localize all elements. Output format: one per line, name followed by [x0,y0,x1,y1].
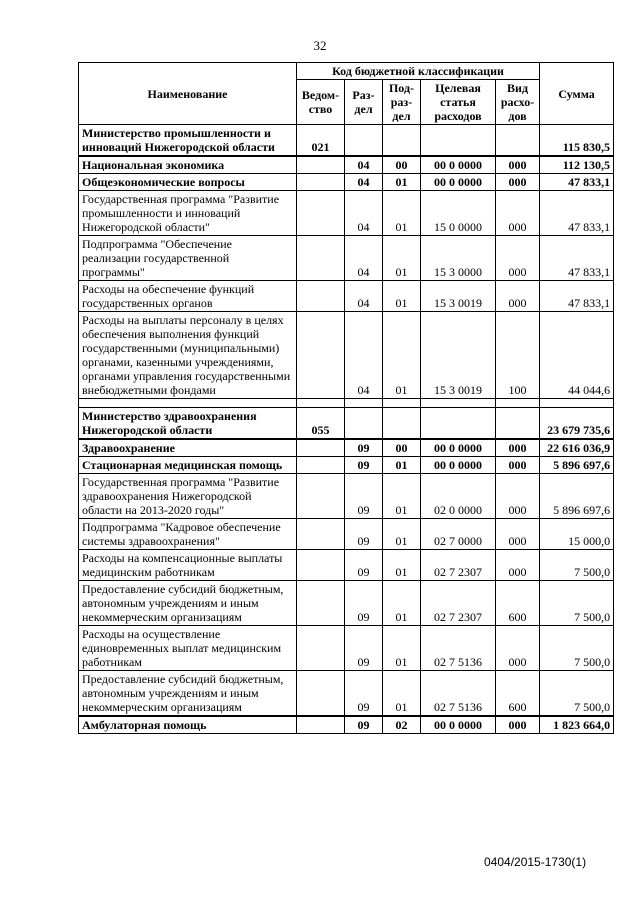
section-code: 09 [345,519,383,550]
row-name: Предоставление субсидий бюджетным, автономным учреждениям и иным некоммерческим организациям [79,581,297,626]
empty-cell [383,399,421,408]
section-code: 04 [345,281,383,312]
table-row [79,281,614,312]
subsection-code: 01 [383,457,421,474]
empty-cell [79,399,297,408]
amount: 115 830,5 [540,125,614,157]
ministry-code [297,439,345,457]
expense-type: 600 [496,581,540,626]
row-name: Государственная программа "Развитие здравоохранения Нижегородской области на 2013-2020 годы" [79,474,297,519]
expense-type: 000 [496,474,540,519]
ministry-code [297,550,345,581]
table-row [79,550,614,581]
ministry-code [297,671,345,717]
header-subsection: Под-раз-дел [383,80,421,125]
expense-type: 000 [496,457,540,474]
ministry-code [297,716,345,734]
amount: 5 896 697,6 [540,457,614,474]
section-code: 09 [345,550,383,581]
page-number: 32 [313,38,327,53]
target-article: 00 0 0000 [421,716,496,734]
amount: 7 500,0 [540,626,614,671]
subsection-code: 01 [383,174,421,191]
empty-cell [540,399,614,408]
expense-type: 000 [496,156,540,174]
expense-type: 000 [496,439,540,457]
subsection-code [383,125,421,157]
target-article: 00 0 0000 [421,457,496,474]
ministry-code [297,174,345,191]
amount: 15 000,0 [540,519,614,550]
empty-cell [421,399,496,408]
row-name: Предоставление субсидий бюджетным, автономным учреждениям и иным некоммерческим организациям [79,671,297,717]
ministry-code [297,519,345,550]
row-name: Государственная программа "Развитие промышленности и инноваций Нижегородской области" [79,191,297,236]
amount: 112 130,5 [540,156,614,174]
header-target: Целевая статья расходов [421,80,496,125]
amount: 7 500,0 [540,581,614,626]
section-code: 04 [345,312,383,399]
ministry-code [297,191,345,236]
table-row [79,439,614,457]
expense-type [496,408,540,440]
header-name: Наименование [79,63,297,125]
empty-cell [345,399,383,408]
amount: 23 679 735,6 [540,408,614,440]
table-row [79,626,614,671]
row-name: Министерство здравоохранения Нижегородской области [79,408,297,440]
amount: 47 833,1 [540,191,614,236]
expense-type: 000 [496,519,540,550]
ministry-code [297,236,345,281]
target-article: 02 7 2307 [421,550,496,581]
header-section: Раз-дел [345,80,383,125]
row-name: Общеэкономические вопросы [79,174,297,191]
table-row [79,716,614,734]
target-article: 15 0 0000 [421,191,496,236]
target-article: 15 3 0019 [421,312,496,399]
section-code: 09 [345,716,383,734]
expense-type [496,125,540,157]
amount: 22 616 036,9 [540,439,614,457]
section-code [345,408,383,440]
table-row [79,312,614,399]
expense-type: 000 [496,281,540,312]
table-row [79,457,614,474]
target-article: 02 7 5136 [421,626,496,671]
section-code: 04 [345,174,383,191]
subsection-code: 01 [383,519,421,550]
section-code: 09 [345,626,383,671]
subsection-code: 01 [383,581,421,626]
table-row [79,236,614,281]
ministry-code [297,474,345,519]
target-article: 00 0 0000 [421,156,496,174]
ministry-code [297,626,345,671]
amount: 5 896 697,6 [540,474,614,519]
table-row [79,156,614,174]
row-name: Расходы на компенсационные выплаты медицинским работникам [79,550,297,581]
subsection-code: 01 [383,312,421,399]
target-article: 02 0 0000 [421,474,496,519]
amount: 7 500,0 [540,550,614,581]
section-code: 09 [345,474,383,519]
section-code: 09 [345,439,383,457]
table-row [79,474,614,519]
amount: 47 833,1 [540,281,614,312]
target-article: 00 0 0000 [421,439,496,457]
header-ministry: Ведом-ство [297,80,345,125]
target-article: 15 3 0000 [421,236,496,281]
amount: 47 833,1 [540,236,614,281]
section-code: 09 [345,457,383,474]
expense-type: 000 [496,716,540,734]
expense-type: 000 [496,191,540,236]
subsection-code [383,408,421,440]
subsection-code: 01 [383,191,421,236]
table-row [79,581,614,626]
amount: 44 044,6 [540,312,614,399]
subsection-code: 02 [383,716,421,734]
row-name: Подпрограмма "Кадровое обеспечение системы здравоохранения" [79,519,297,550]
amount: 7 500,0 [540,671,614,717]
header-code-group: Код бюджетной классификации [297,63,540,80]
row-name: Амбулаторная помощь [79,716,297,734]
amount: 47 833,1 [540,174,614,191]
target-article: 15 3 0019 [421,281,496,312]
empty-cell [496,399,540,408]
empty-cell [297,399,345,408]
expense-type: 000 [496,550,540,581]
row-name: Подпрограмма "Обеспечение реализации государственной программы" [79,236,297,281]
expense-type: 100 [496,312,540,399]
target-article [421,408,496,440]
table-row [79,191,614,236]
expense-type: 000 [496,626,540,671]
section-code: 04 [345,191,383,236]
expense-type: 000 [496,174,540,191]
table-row [79,519,614,550]
ministry-code [297,281,345,312]
section-code: 04 [345,236,383,281]
table-row [79,125,614,157]
document-code: 0404/2015-1730(1) [484,855,587,869]
row-name: Расходы на обеспечение функций государственных органов [79,281,297,312]
separator-row [79,399,614,408]
row-name: Министерство промышленности и инноваций Нижегородской области [79,125,297,157]
table-row [79,174,614,191]
ministry-code [297,457,345,474]
ministry-code [297,581,345,626]
target-article: 00 0 0000 [421,174,496,191]
expense-type: 000 [496,236,540,281]
section-code: 09 [345,671,383,717]
table-row [79,671,614,717]
row-name: Здравоохранение [79,439,297,457]
section-code: 04 [345,156,383,174]
ministry-code [297,156,345,174]
subsection-code: 01 [383,550,421,581]
table-row [79,408,614,440]
target-article: 02 7 5136 [421,671,496,717]
row-name: Национальная экономика [79,156,297,174]
header-type: Вид расхо-дов [496,80,540,125]
subsection-code: 00 [383,439,421,457]
target-article: 02 7 0000 [421,519,496,550]
subsection-code: 01 [383,281,421,312]
expense-type: 600 [496,671,540,717]
budget-table [78,62,614,734]
amount: 1 823 664,0 [540,716,614,734]
row-name: Расходы на выплаты персоналу в целях обеспечения выполнения функций государственными (муниципальными) органами, казенными учреждениями, органами управления государственными внебюджетными фондами [79,312,297,399]
subsection-code: 01 [383,671,421,717]
subsection-code: 01 [383,474,421,519]
ministry-code: 021 [297,125,345,157]
row-name: Стационарная медицинская помощь [79,457,297,474]
header-row [79,63,614,80]
subsection-code: 01 [383,236,421,281]
subsection-code: 01 [383,626,421,671]
target-article [421,125,496,157]
ministry-code: 055 [297,408,345,440]
subsection-code: 00 [383,156,421,174]
target-article: 02 7 2307 [421,581,496,626]
header-sum: Сумма [540,63,614,125]
row-name: Расходы на осуществление единовременных выплат медицинским работникам [79,626,297,671]
ministry-code [297,312,345,399]
section-code [345,125,383,157]
section-code: 09 [345,581,383,626]
